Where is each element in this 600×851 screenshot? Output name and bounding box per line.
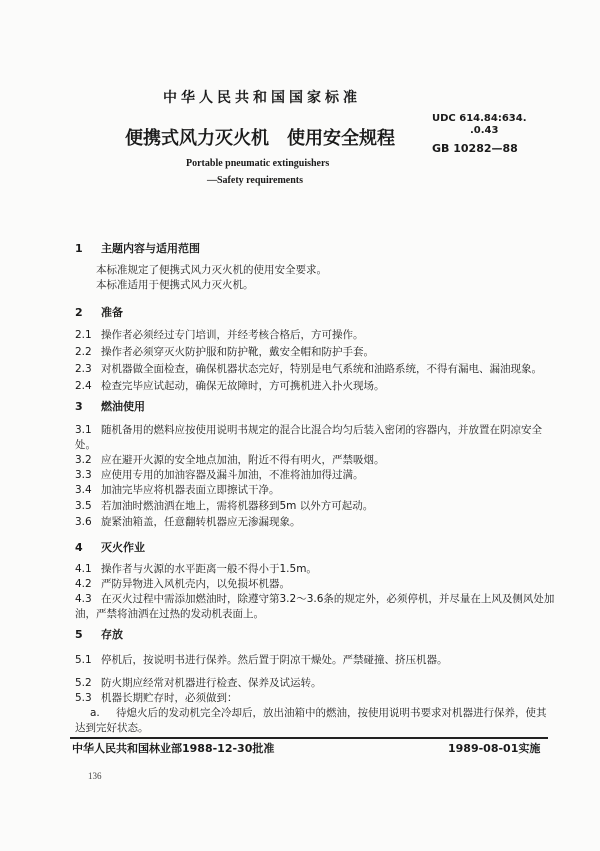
effective-date: 1989-08-01实施: [448, 742, 541, 755]
clause: [75, 424, 542, 436]
clause-cont: 处。: [75, 439, 96, 451]
page-number: 136: [88, 771, 102, 781]
clause-text: 操作者必须经过专门培训，并经考核合格后，方可操作。: [101, 329, 364, 341]
section-number: 5: [75, 628, 83, 641]
section-title: 存放: [101, 628, 123, 641]
clause: [75, 484, 280, 496]
sub-clause: [90, 707, 547, 719]
clause-number: 2.1: [75, 329, 92, 341]
section-4-heading: [75, 541, 145, 554]
section-number: 4: [75, 541, 83, 554]
clause-text: 操作者与火源的水平距离一般不得小于1.5m。: [101, 563, 317, 575]
approval-date: 中华人民共和国林业部1988-12-30批准: [72, 742, 275, 755]
gb-number: GB 10282—88: [432, 142, 518, 155]
section-number: 2: [75, 306, 83, 319]
clause-number: 2.2: [75, 346, 92, 358]
section-title: 主题内容与适用范围: [101, 242, 200, 255]
clause-text: 若加油时燃油洒在地上，需将机器移到5m 以外方可起动。: [101, 500, 374, 512]
clause-number: 3.4: [75, 484, 92, 496]
document-title: 便携式风力灭火机 使用安全规程: [125, 128, 395, 149]
section-number: 1: [75, 242, 83, 255]
udc-code: UDC 614.84:634.: [432, 113, 527, 124]
clause: [75, 329, 364, 341]
clause-number: 4.3: [75, 593, 92, 605]
section-title: 灭火作业: [101, 541, 145, 554]
clause-number: 2.4: [75, 380, 92, 392]
clause-number: 3.3: [75, 469, 92, 481]
paragraph: 本标准适用于便携式风力灭火机。: [96, 279, 254, 291]
clause-number: 3.2: [75, 454, 92, 466]
clause-text: 操作者必须穿灭火防护服和防护靴，戴安全帽和防护手套。: [101, 346, 374, 358]
clause-text: 在灭火过程中需添加燃油时，除遵守第3.2～3.6条的规定外，必须停机，并尽量在上风及侧风处加: [101, 593, 555, 605]
clause-text: 严防异物进入风机壳内，以免损坏机器。: [101, 578, 290, 590]
section-number: 3: [75, 400, 83, 413]
sub-clause-text: 待熄火后的发动机完全冷却后，放出油箱中的燃油，按使用说明书要求对机器进行保养，使其: [116, 707, 547, 719]
paragraph: 本标准规定了便携式风力灭火机的使用安全要求。: [96, 264, 327, 276]
section-2-heading: [75, 306, 123, 319]
clause: [75, 578, 290, 590]
clause: [75, 500, 373, 512]
clause-text: 加油完毕应将机器表面立即擦试干净。: [101, 484, 280, 496]
clause-number: 4.1: [75, 563, 92, 575]
clause-text: 防火期应经常对机器进行检查、保养及试运转。: [101, 677, 322, 689]
clause-text: 随机备用的燃料应按使用说明书规定的混合比混合均匀后装入密闭的容器内，并放置在阴凉安全: [101, 424, 542, 436]
clause: [75, 469, 364, 481]
clause: [75, 677, 322, 689]
clause: [75, 363, 542, 375]
clause-number: 5.2: [75, 677, 92, 689]
title-en-1: Portable pneumatic extinguishers: [186, 158, 330, 169]
clause: [75, 593, 554, 605]
clause-number: 5.3: [75, 692, 92, 704]
clause: [75, 516, 301, 528]
section-1-heading: [75, 242, 200, 255]
section-title: 准备: [101, 306, 123, 319]
section-5-heading: [75, 628, 123, 641]
clause-number: 2.3: [75, 363, 92, 375]
sub-clause-label: a.: [90, 707, 100, 719]
clause: [75, 563, 317, 575]
clause: [75, 454, 385, 466]
clause-number: 4.2: [75, 578, 92, 590]
clause: [75, 380, 385, 392]
title-en-2: —Safety requirements: [207, 175, 304, 186]
sub-clause-cont: 达到完好状态。: [75, 722, 149, 734]
clause-number: 5.1: [75, 654, 92, 666]
clause-text: 机器长期贮存时，必须做到：: [101, 692, 238, 704]
clause-text: 检查完毕应试起动，确保无故障时，方可携机进入扑火现场。: [101, 380, 385, 392]
clause-number: 3.1: [75, 424, 92, 436]
clause-text: 应使用专用的加油容器及漏斗加油，不准将油加得过满。: [101, 469, 364, 481]
clause: [75, 692, 238, 704]
national-standard-label: 中华人民共和国国家标准: [163, 90, 361, 106]
clause: [75, 346, 374, 358]
udc-code-cont: .0.43: [470, 125, 499, 136]
section-3-heading: [75, 400, 145, 413]
clause-text: 旋紧油箱盖，任意翻转机器应无渗漏现象。: [101, 516, 301, 528]
clause-text: 对机器做全面检查，确保机器状态完好，特别是电气系统和油路系统，不得有漏电、漏油现象。: [101, 363, 542, 375]
clause: [75, 654, 448, 666]
clause-text: 停机后，按说明书进行保养。然后置于阴凉干燥处。严禁碰撞、挤压机器。: [101, 654, 448, 666]
section-title: 燃油使用: [101, 400, 145, 413]
clause-number: 3.6: [75, 516, 92, 528]
clause-text: 应在避开火源的安全地点加油，附近不得有明火，严禁吸烟。: [101, 454, 385, 466]
clause-number: 3.5: [75, 500, 92, 512]
footer-divider: [70, 737, 548, 739]
clause-cont: 油，严禁将油洒在过热的发动机表面上。: [75, 608, 264, 620]
